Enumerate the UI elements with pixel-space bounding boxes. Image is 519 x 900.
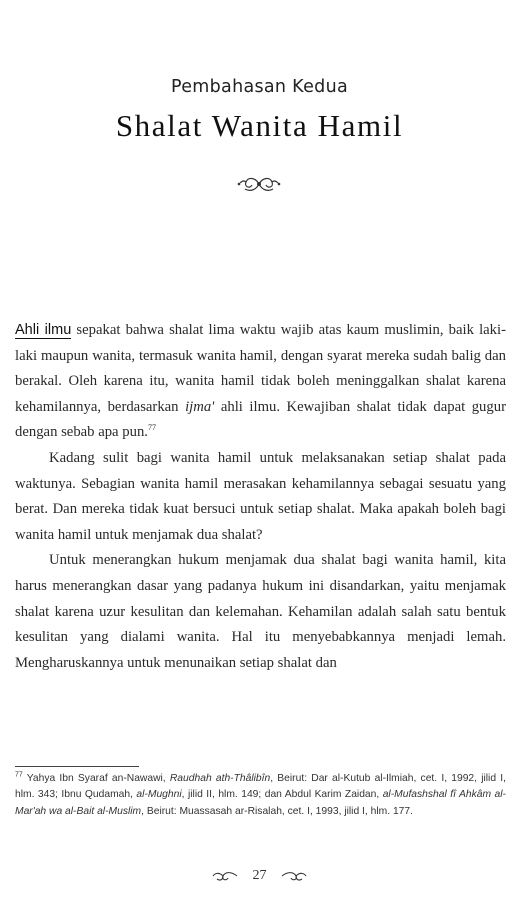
- footnote-text: , Beirut: Dar al-Kutub al-Ilmiah, cet. I, 1992, jilid I, hlm. 343; Ibnu Qudamah,: [15, 773, 506, 801]
- paragraph-1-text-b: ahli ilmu. Kewajiban shalat tidak dapat gugur dengan sebab apa pun.: [15, 398, 506, 441]
- body-text: [15, 318, 506, 676]
- footnote-divider: [15, 766, 139, 767]
- term-ijma: ijma': [185, 398, 215, 415]
- folio-ornament-right-icon: [280, 869, 308, 883]
- paragraph-3: Untuk menerangkan hukum menjamak dua shalat bagi wanita hamil, kita harus menerangkan dasar yang padanya hukum ini disandarkan, yaitu menjamak shalat karena uzur kesulitan dan kelemahan. Kehamilan adalah salah satu bentuk kesulitan yang dialami wanita. Hal itu menyebabkannya menjadi lemah. Mengharuskannya untuk menunaikan setiap shalat dan: [15, 552, 506, 671]
- page-number: 27: [252, 868, 267, 883]
- footnote: [15, 771, 506, 820]
- footnote-book-title: Raudhah ath-Thâlibîn: [169, 773, 271, 784]
- paragraph-2: Kadang sulit bagi wanita hamil untuk melaksanakan setiap shalat pada waktunya. Sebagian wanita hamil merasakan kehamilannya sebagai sesuatu yang berat. Dan mereka tidak kuat bersuci untuk setiap shalat. Maka apakah boleh bagi wanita hamil untuk menjamak dua shalat?: [15, 449, 506, 543]
- footnote-text: , Beirut: Muassasah ar-Risalah, cet. I, 1993, jilid I, hlm. 177.: [141, 805, 413, 817]
- footnote-book-title: al-Mufashshal fî Ahkâm al-Mar'ah wa al-Bait al-Muslim: [15, 789, 506, 817]
- footnote-text: Yahya Ibn Syaraf an-Nawawi,: [22, 773, 170, 784]
- footnote-number: 77: [15, 771, 23, 779]
- chapter-subtitle: Pembahasan Kedua: [171, 77, 348, 97]
- footnote-text: , jilid II, hlm. 149; dan Abdul Karim Zaidan,: [181, 789, 383, 801]
- footnote-book-title: al-Mughni: [136, 789, 182, 801]
- folio-ornament-left-icon: [211, 869, 239, 883]
- paragraph-1-text-a: sepakat bahwa shalat lima waktu wajib atas kaum muslimin, baik laki-laki maupun wanita, termasuk wanita hamil, dengan syarat mereka sudah balig dan berakal. Oleh karena itu, wanita hamil tidak boleh meninggalkan shalat karena kehamilannya, berdasarkan: [15, 322, 506, 415]
- footnote-reference[interactable]: 77: [147, 423, 156, 433]
- paragraph-lead: Ahli ilmu: [15, 322, 72, 338]
- chapter-title: Shalat Wanita Hamil: [115, 108, 404, 143]
- chapter-ornament-icon: [236, 173, 282, 195]
- paragraph-1: [15, 318, 506, 446]
- page-footer: [0, 868, 519, 884]
